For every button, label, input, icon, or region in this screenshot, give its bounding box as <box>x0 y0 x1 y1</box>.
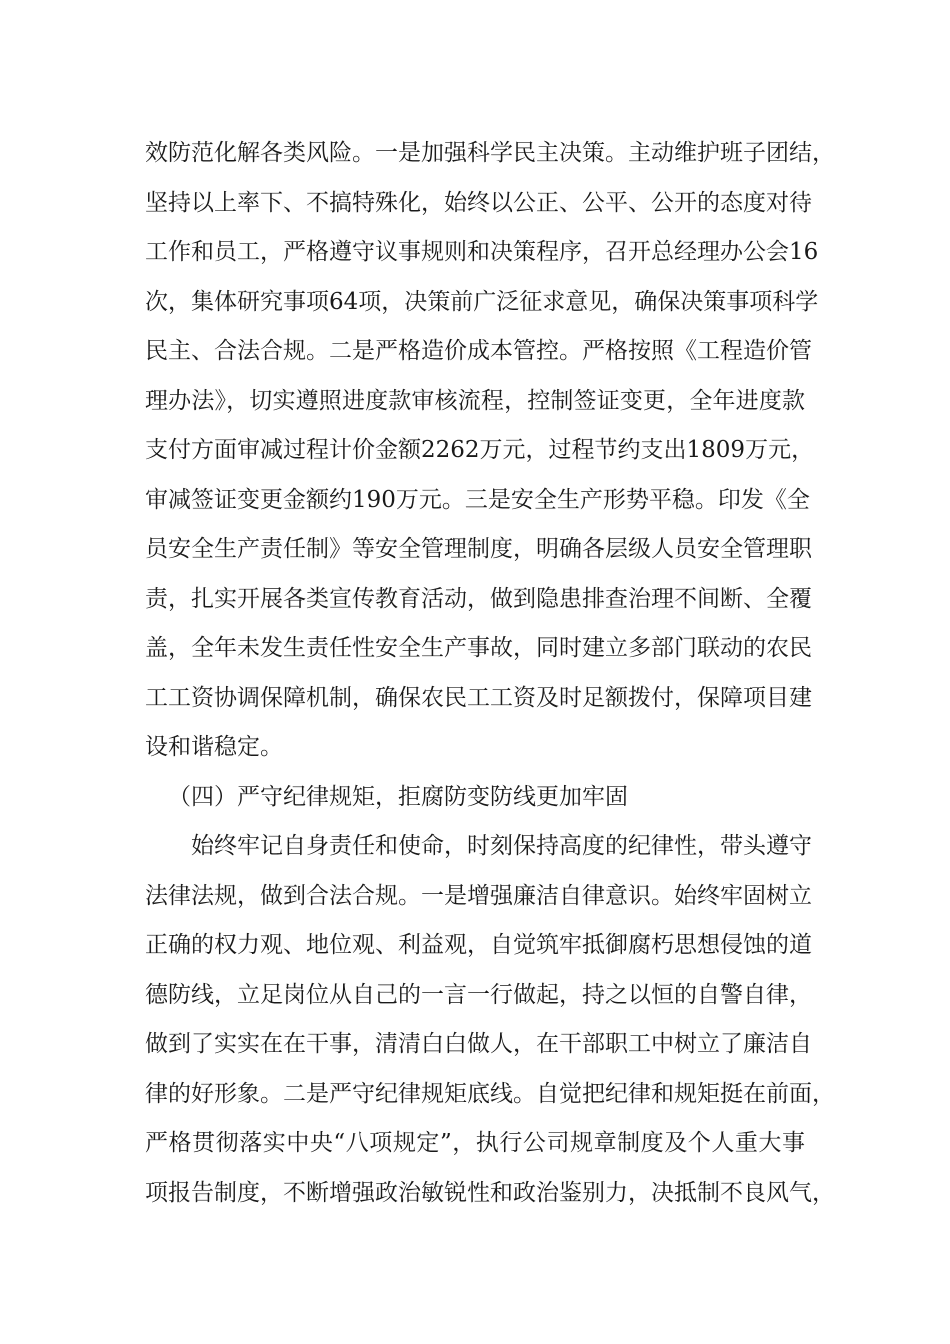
text-line: 责，扎实开展各类宣传教育活动，做到隐患排查治理不间断、全覆 <box>145 586 812 612</box>
text-line: 坚持以上率下、不搞特殊化，始终以公正、公平、公开的态度对待 <box>145 190 812 216</box>
text-line: 德防线，立足岗位从自己的一言一行做起，持之以恒的自警自律， <box>145 982 812 1008</box>
text-line: 支付方面审减过程计价金额2262万元，过程节约支出1809万元， <box>145 437 815 463</box>
text-line: 次，集体研究事项64项，决策前广泛征求意见，确保决策事项科学 <box>145 289 819 315</box>
text-line: 审减签证变更金额约190万元。三是安全生产形势平稳。印发《全 <box>145 487 810 513</box>
text-line: 做到了实实在在干事，清清白白做人，在干部职工中树立了廉洁自 <box>145 1031 812 1057</box>
text-line: 盖，全年未发生责任性安全生产事故，同时建立多部门联动的农民 <box>145 635 812 661</box>
text-line: 项报告制度，不断增强政治敏锐性和政治鉴别力，决抵制不良风气， <box>145 1180 835 1206</box>
text-line: 理办法》，切实遵照进度款审核流程，控制签证变更，全年进度款 <box>145 388 805 414</box>
text-line: 民主、合法合规。二是严格造价成本管控。严格按照《工程造价管 <box>145 338 812 364</box>
text-line: 严格贯彻落实中央“八项规定”，执行公司规章制度及个人重大事 <box>145 1130 805 1156</box>
text-line: 正确的权力观、地位观、利益观，自觉筑牢抵御腐朽思想侵蚀的道 <box>145 932 812 958</box>
text-line: 工作和员工，严格遵守议事规则和决策程序，召开总经理办公会16 <box>145 239 819 265</box>
text-line: 员安全生产责任制》等安全管理制度，明确各层级人员安全管理职 <box>145 536 812 562</box>
text-line: 律的好形象。二是严守纪律规矩底线。自觉把纪律和规矩挺在前面， <box>145 1081 835 1107</box>
text-line: 设和谐稳定。 <box>145 734 283 760</box>
text-line: 工工资协调保障机制，确保农民工工资及时足额拨付，保障项目建 <box>145 685 812 711</box>
text-line: 效防范化解各类风险。一是加强科学民主决策。主动维护班子团结， <box>145 140 835 166</box>
text-line: 始终牢记自身责任和使命，时刻保持高度的纪律性，带头遵守 <box>191 833 812 859</box>
section-heading: （四）严守纪律规矩，拒腐防变防线更加牢固 <box>168 784 628 810</box>
text-line: 法律法规，做到合法合规。一是增强廉洁自律意识。始终牢固树立 <box>145 883 812 909</box>
